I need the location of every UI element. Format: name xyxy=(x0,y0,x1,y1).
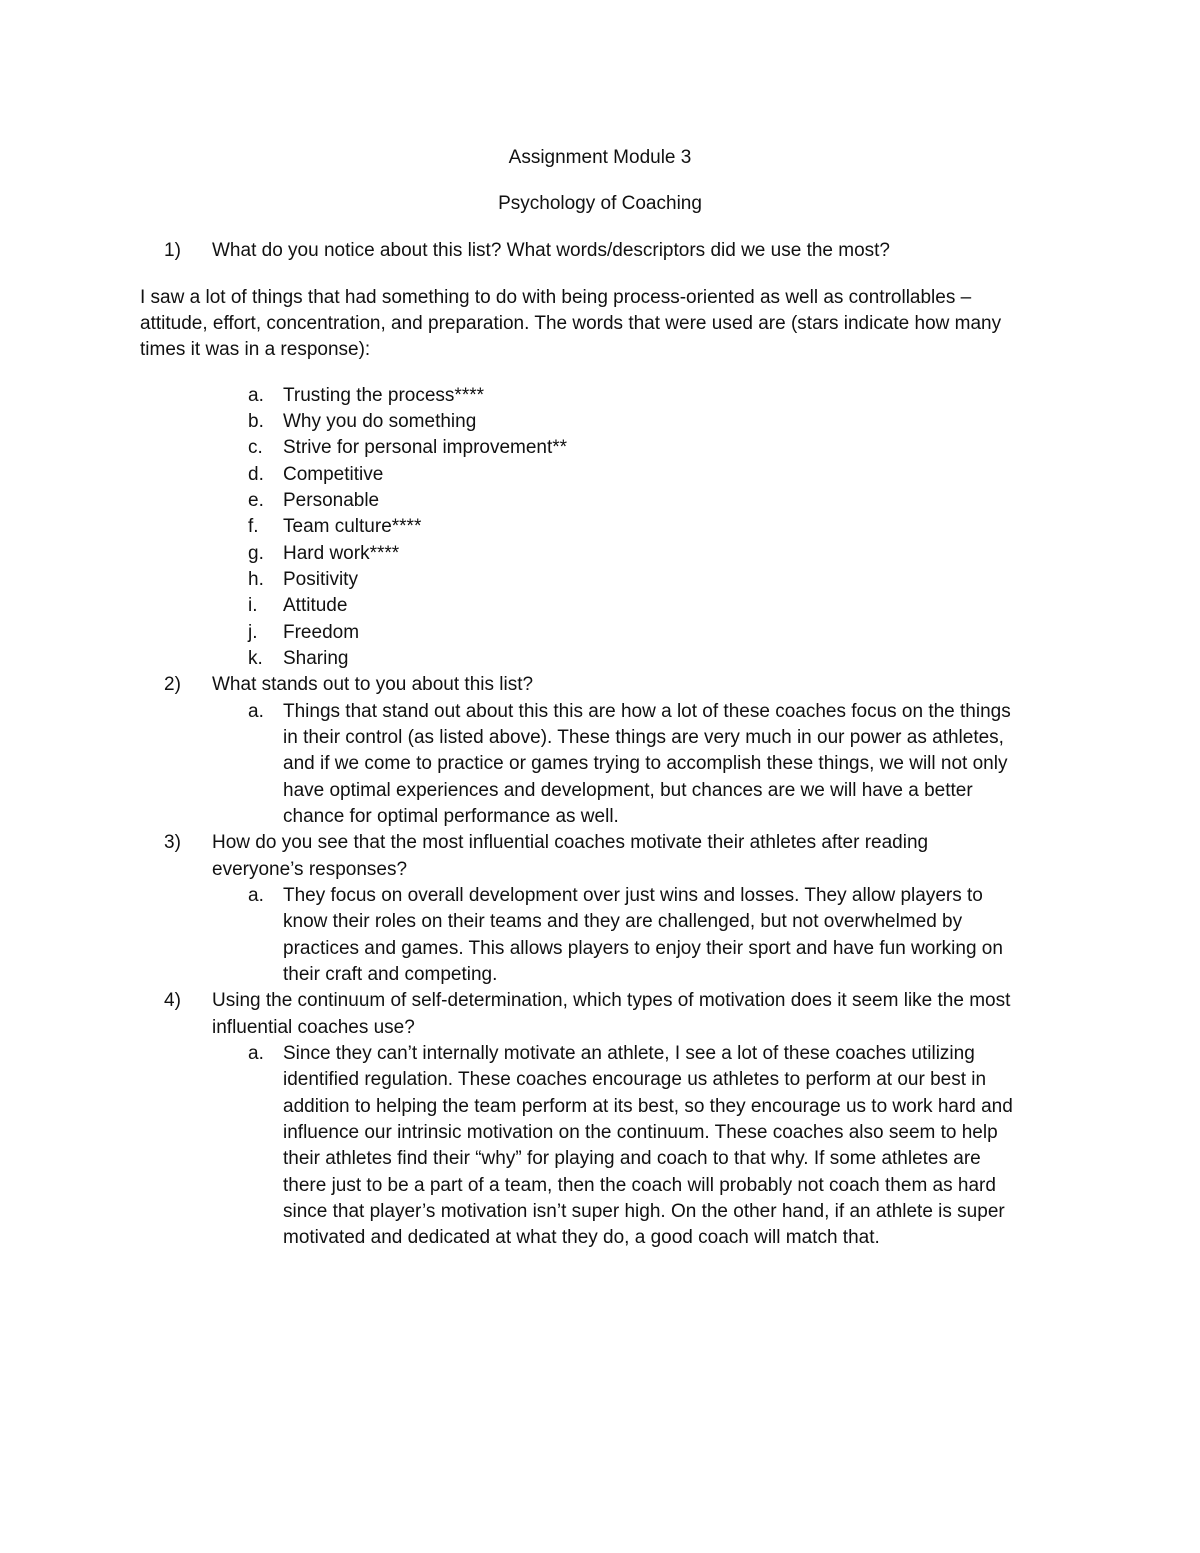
list-item-text: Attitude xyxy=(283,595,348,616)
question-3-line: How do you see that the most influential coaches motivate their athletes after reading xyxy=(212,832,929,853)
document-subtitle: Psychology of Coaching xyxy=(498,193,702,214)
answer-4-marker: a. xyxy=(248,1043,264,1064)
intro-line: I saw a lot of things that had something to do with being process-oriented as well as controllables – xyxy=(140,287,972,308)
answer-2-line: chance for optimal performance as well. xyxy=(283,806,619,827)
answer-3-line: They focus on overall development over just wins and losses. They allow players to xyxy=(283,885,983,906)
answer-4-line: since that player’s motivation isn’t super high. On the other hand, if an athlete is super xyxy=(283,1201,1005,1222)
answer-3-marker: a. xyxy=(248,885,264,906)
question-2-number: 2) xyxy=(164,674,181,695)
answer-2-line: Things that stand out about this this are how a lot of these coaches focus on the things xyxy=(283,701,1011,722)
answer-4-line: identified regulation. These coaches encourage us athletes to perform at our best in xyxy=(283,1069,987,1090)
answer-4-line: influence our intrinsic motivation on the continuum. These coaches also seem to help xyxy=(283,1122,998,1143)
answer-3-line: practices and games. This allows players to enjoy their sport and have fun working on xyxy=(283,938,1003,959)
list-item-text: Sharing xyxy=(283,648,349,669)
list-item-marker: i. xyxy=(248,595,258,616)
answer-3-line: know their roles on their teams and they are challenged, but not overwhelmed by xyxy=(283,911,963,932)
intro-line: times it was in a response): xyxy=(140,339,371,360)
list-item-text: Freedom xyxy=(283,622,360,643)
question-1-text: What do you notice about this list? What words/descriptors did we use the most? xyxy=(212,240,890,261)
list-item-marker: j. xyxy=(248,622,258,643)
list-item-marker: k. xyxy=(248,648,263,669)
answer-2-line: have optimal experiences and development, but chances are we will have a better xyxy=(283,780,973,801)
question-3-number: 3) xyxy=(164,832,181,853)
answer-4-line: there just to be a part of a team, then the coach will probably not coach them as hard xyxy=(283,1175,996,1196)
answer-4-line: Since they can’t internally motivate an athlete, I see a lot of these coaches utilizing xyxy=(283,1043,975,1064)
answer-2-line: and if we come to practice or games trying to accomplish these things, we will not only xyxy=(283,753,1008,774)
list-item-marker: h. xyxy=(248,569,264,590)
question-3-line: everyone’s responses? xyxy=(212,859,408,880)
list-item-marker: f. xyxy=(248,516,259,537)
list-item-text: Personable xyxy=(283,490,380,511)
list-item-marker: a. xyxy=(248,385,264,406)
list-item-marker: c. xyxy=(248,437,263,458)
answer-2-marker: a. xyxy=(248,701,264,722)
answer-3-line: their craft and competing. xyxy=(283,964,498,985)
list-item-marker: e. xyxy=(248,490,264,511)
answer-4-line: motivated and dedicated at what they do, a good coach will match that. xyxy=(283,1227,880,1248)
document-title: Assignment Module 3 xyxy=(508,147,692,168)
list-item-text: Trusting the process**** xyxy=(283,385,485,406)
list-item-text: Team culture**** xyxy=(283,516,422,537)
question-2-text: What stands out to you about this list? xyxy=(212,674,534,695)
question-4-line: influential coaches use? xyxy=(212,1017,415,1038)
question-4-line: Using the continuum of self-determination, which types of motivation does it seem like the most xyxy=(212,990,1011,1011)
list-item-text: Positivity xyxy=(283,569,358,590)
question-1-number: 1) xyxy=(164,240,181,261)
question-4-number: 4) xyxy=(164,990,181,1011)
intro-line: attitude, effort, concentration, and preparation. The words that were used are (stars indicate how many xyxy=(140,313,1002,334)
list-item-text: Strive for personal improvement** xyxy=(283,437,568,458)
list-item-text: Hard work**** xyxy=(283,543,400,564)
list-item-marker: g. xyxy=(248,543,264,564)
answer-4-line: addition to helping the team perform at its best, so they encourage us to work hard and xyxy=(283,1096,1013,1117)
answer-4-line: their athletes find their “why” for playing and coach to that why. If some athletes are xyxy=(283,1148,981,1169)
list-item-text: Competitive xyxy=(283,464,384,485)
list-item-text: Why you do something xyxy=(283,411,477,432)
list-item-marker: d. xyxy=(248,464,264,485)
list-item-marker: b. xyxy=(248,411,264,432)
answer-2-line: in their control (as listed above). These things are very much in our power as athletes, xyxy=(283,727,1004,748)
